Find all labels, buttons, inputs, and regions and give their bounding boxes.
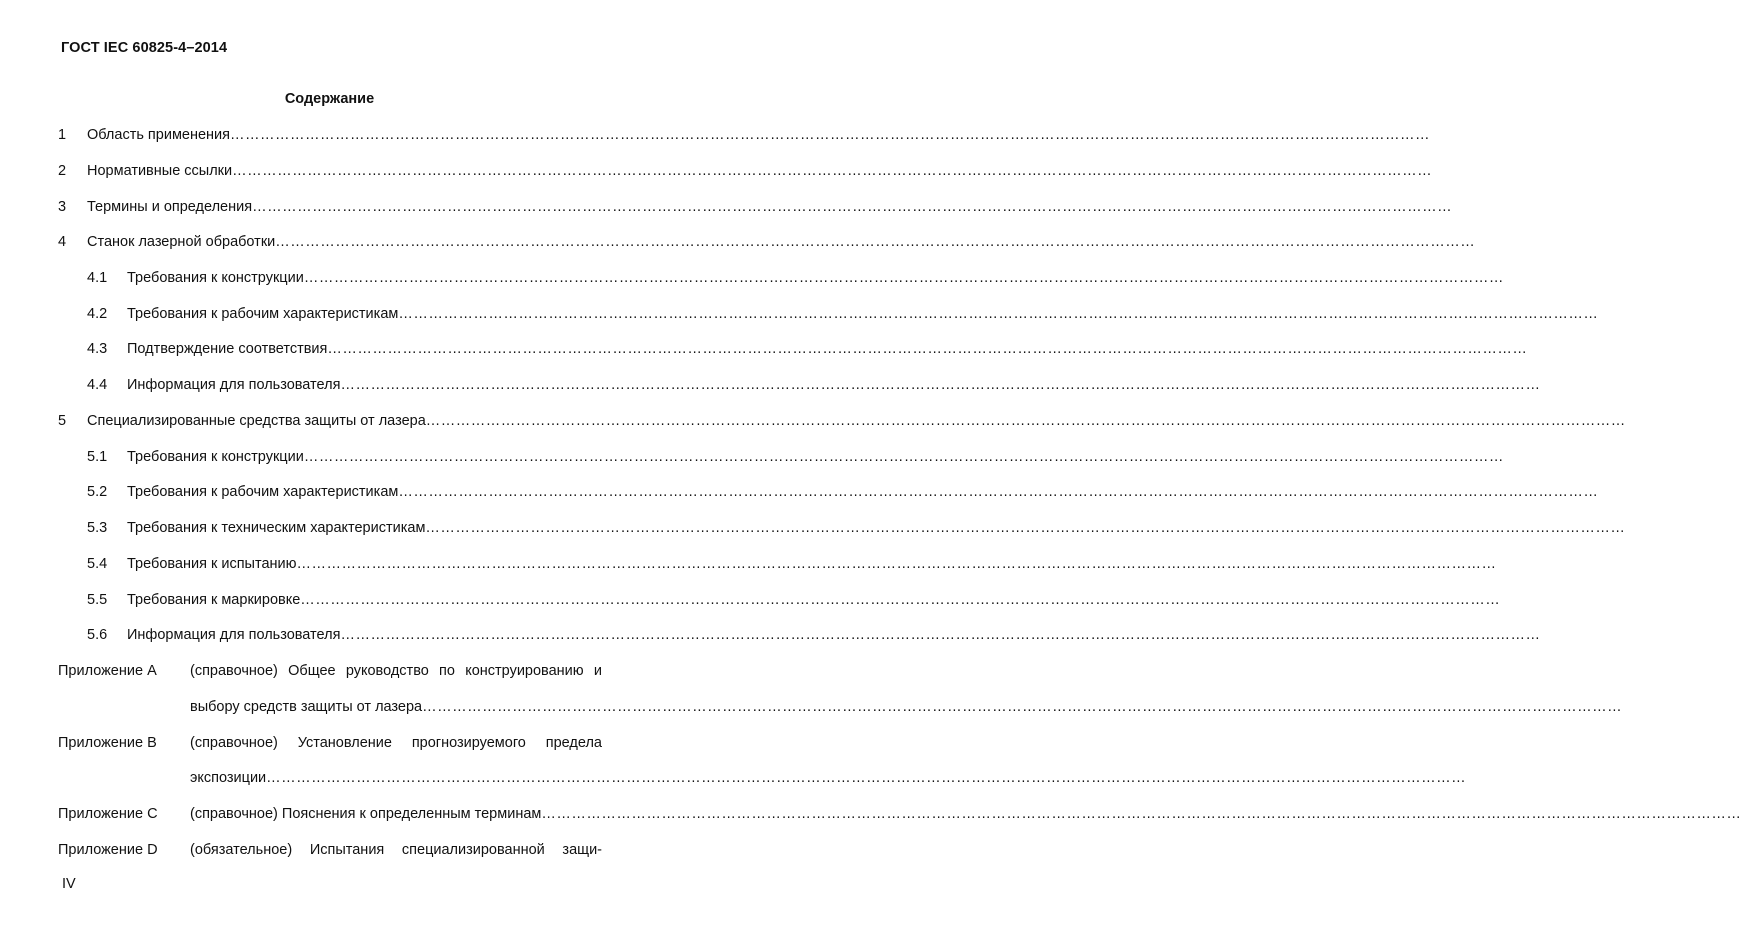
leader-dots: …………………………………………………………………………………………………………………………………………………………………………………………………………………… xyxy=(541,806,1741,822)
toc-title xyxy=(0,91,661,107)
toc-entry-number: 3 xyxy=(58,199,67,215)
leader-dots: …………………………………………………………………………………………………………………………………………………………………………………………………………………… xyxy=(232,163,1433,179)
leader-dots: …………………………………………………………………………………………………………………………………………………………………………………………………………………… xyxy=(230,127,1431,143)
appendix-title-line1: (справочное) Пояснения к определенным терминам xyxy=(190,806,542,822)
leader-dots: …………………………………………………………………………………………………………………………………………………………………………………………………………………… xyxy=(303,270,1504,286)
toc-entry-number: 2 xyxy=(58,163,67,179)
toc-entry-text: Информация для пользователя xyxy=(127,627,341,643)
toc-entry-text: Требования к конструкции xyxy=(127,270,304,286)
toc-entry-number: 5.3 xyxy=(87,520,108,536)
leader-dots: …………………………………………………………………………………………………………………………………………………………………………………………………………………… xyxy=(303,449,1504,465)
toc-entry[interactable] xyxy=(87,232,1476,252)
toc-entry-number: 4.1 xyxy=(87,270,108,286)
toc-entry-number: 5.5 xyxy=(87,592,108,608)
toc-entry[interactable] xyxy=(87,161,1433,181)
leader-dots: …………………………………………………………………………………………………………………………………………………………………………………………………………………… xyxy=(425,520,1626,536)
toc-entry[interactable] xyxy=(127,625,1541,645)
toc-entry-text: Требования к техническим характеристикам xyxy=(127,520,426,536)
toc-title-text: Содержание xyxy=(284,91,375,107)
leader-dots: …………………………………………………………………………………………………………………………………………………………………………………………………………………… xyxy=(252,199,1453,215)
toc-entry-text: Требования к рабочим характеристикам xyxy=(127,306,399,322)
appendix-title-line2: экспозиции xyxy=(190,770,267,786)
toc-entry-number: 4 xyxy=(58,234,67,250)
toc-entry[interactable] xyxy=(127,304,1599,324)
leader-dots: …………………………………………………………………………………………………………………………………………………………………………………………………………………… xyxy=(398,484,1599,500)
leader-dots: …………………………………………………………………………………………………………………………………………………………………………………………………………………… xyxy=(398,306,1599,322)
toc-entry-number: 4.4 xyxy=(87,377,108,393)
appendix-label: Приложение А xyxy=(58,663,157,679)
appendix-title-continued[interactable] xyxy=(190,697,1623,717)
toc-entry-text: Нормативные ссылки xyxy=(87,163,233,179)
leader-dots: …………………………………………………………………………………………………………………………………………………………………………………………………………………… xyxy=(266,770,1467,786)
toc-entry-text: Требования к испытанию xyxy=(127,556,297,572)
document-code: ГОСТ IEC 60825-4–2014 xyxy=(61,40,228,56)
toc-entry[interactable] xyxy=(127,518,1626,538)
toc-entry-text: Область применения xyxy=(87,127,231,143)
toc-entry-number: 5.6 xyxy=(87,627,108,643)
leader-dots: …………………………………………………………………………………………………………………………………………………………………………………………………………………… xyxy=(327,341,1528,357)
toc-entry[interactable] xyxy=(127,554,1497,574)
toc-entry[interactable] xyxy=(127,447,1504,467)
appendix-title[interactable] xyxy=(190,804,1741,824)
toc-entry-number: 5.4 xyxy=(87,556,108,572)
toc-entry-text: Станок лазерной обработки xyxy=(87,234,276,250)
appendix-title-line2: выбору средств защиты от лазера xyxy=(190,699,423,715)
toc-entry[interactable] xyxy=(87,125,1431,145)
toc-entry[interactable] xyxy=(127,375,1541,395)
toc-entry[interactable] xyxy=(127,482,1599,502)
toc-entry[interactable] xyxy=(127,339,1528,359)
leader-dots: …………………………………………………………………………………………………………………………………………………………………………………………………………………… xyxy=(340,627,1541,643)
toc-entry[interactable] xyxy=(127,268,1504,288)
leader-dots: …………………………………………………………………………………………………………………………………………………………………………………………………………………… xyxy=(275,234,1476,250)
toc-entry-text: Специализированные средства защиты от лазера xyxy=(87,413,426,429)
toc-entry-number: 1 xyxy=(58,127,67,143)
appendix-title[interactable]: (обязательное) Испытания специализированной защи- xyxy=(190,842,602,858)
appendix-title-continued[interactable] xyxy=(190,768,1467,788)
leader-dots: …………………………………………………………………………………………………………………………………………………………………………………………………………………… xyxy=(340,377,1541,393)
toc-entry-text: Требования к маркировке xyxy=(127,592,301,608)
leader-dots: …………………………………………………………………………………………………………………………………………………………………………………………………………………… xyxy=(425,413,1626,429)
toc-entry-text: Подтверждение соответствия xyxy=(127,341,328,357)
toc-entry-text: Требования к конструкции xyxy=(127,449,304,465)
leader-dots: …………………………………………………………………………………………………………………………………………………………………………………………………………………… xyxy=(300,592,1501,608)
page-number: IV xyxy=(62,876,76,892)
appendix-label: Приложение D xyxy=(58,842,158,858)
toc-entry[interactable] xyxy=(87,197,1453,217)
toc-entry-number: 5.1 xyxy=(87,449,108,465)
toc-entry-number: 4.2 xyxy=(87,306,108,322)
appendix-label: Приложение С xyxy=(58,806,158,822)
toc-entry[interactable] xyxy=(127,590,1501,610)
leader-dots: …………………………………………………………………………………………………………………………………………………………………………………………………………………… xyxy=(422,699,1623,715)
appendix-title[interactable]: (справочное) Установление прогнозируемого предела xyxy=(190,735,602,751)
appendix-title[interactable]: (справочное) Общее руководство по конструированию и xyxy=(190,663,602,679)
toc-entry-number: 5 xyxy=(58,413,67,429)
toc-entry-text: Термины и определения xyxy=(87,199,253,215)
toc-entry-text: Информация для пользователя xyxy=(127,377,341,393)
toc-entry-number: 5.2 xyxy=(87,484,108,500)
toc-entry[interactable] xyxy=(87,411,1626,431)
appendix-label: Приложение В xyxy=(58,735,157,751)
toc-entry-number: 4.3 xyxy=(87,341,108,357)
toc-entry-text: Требования к рабочим характеристикам xyxy=(127,484,399,500)
leader-dots: …………………………………………………………………………………………………………………………………………………………………………………………………………………… xyxy=(296,556,1497,572)
